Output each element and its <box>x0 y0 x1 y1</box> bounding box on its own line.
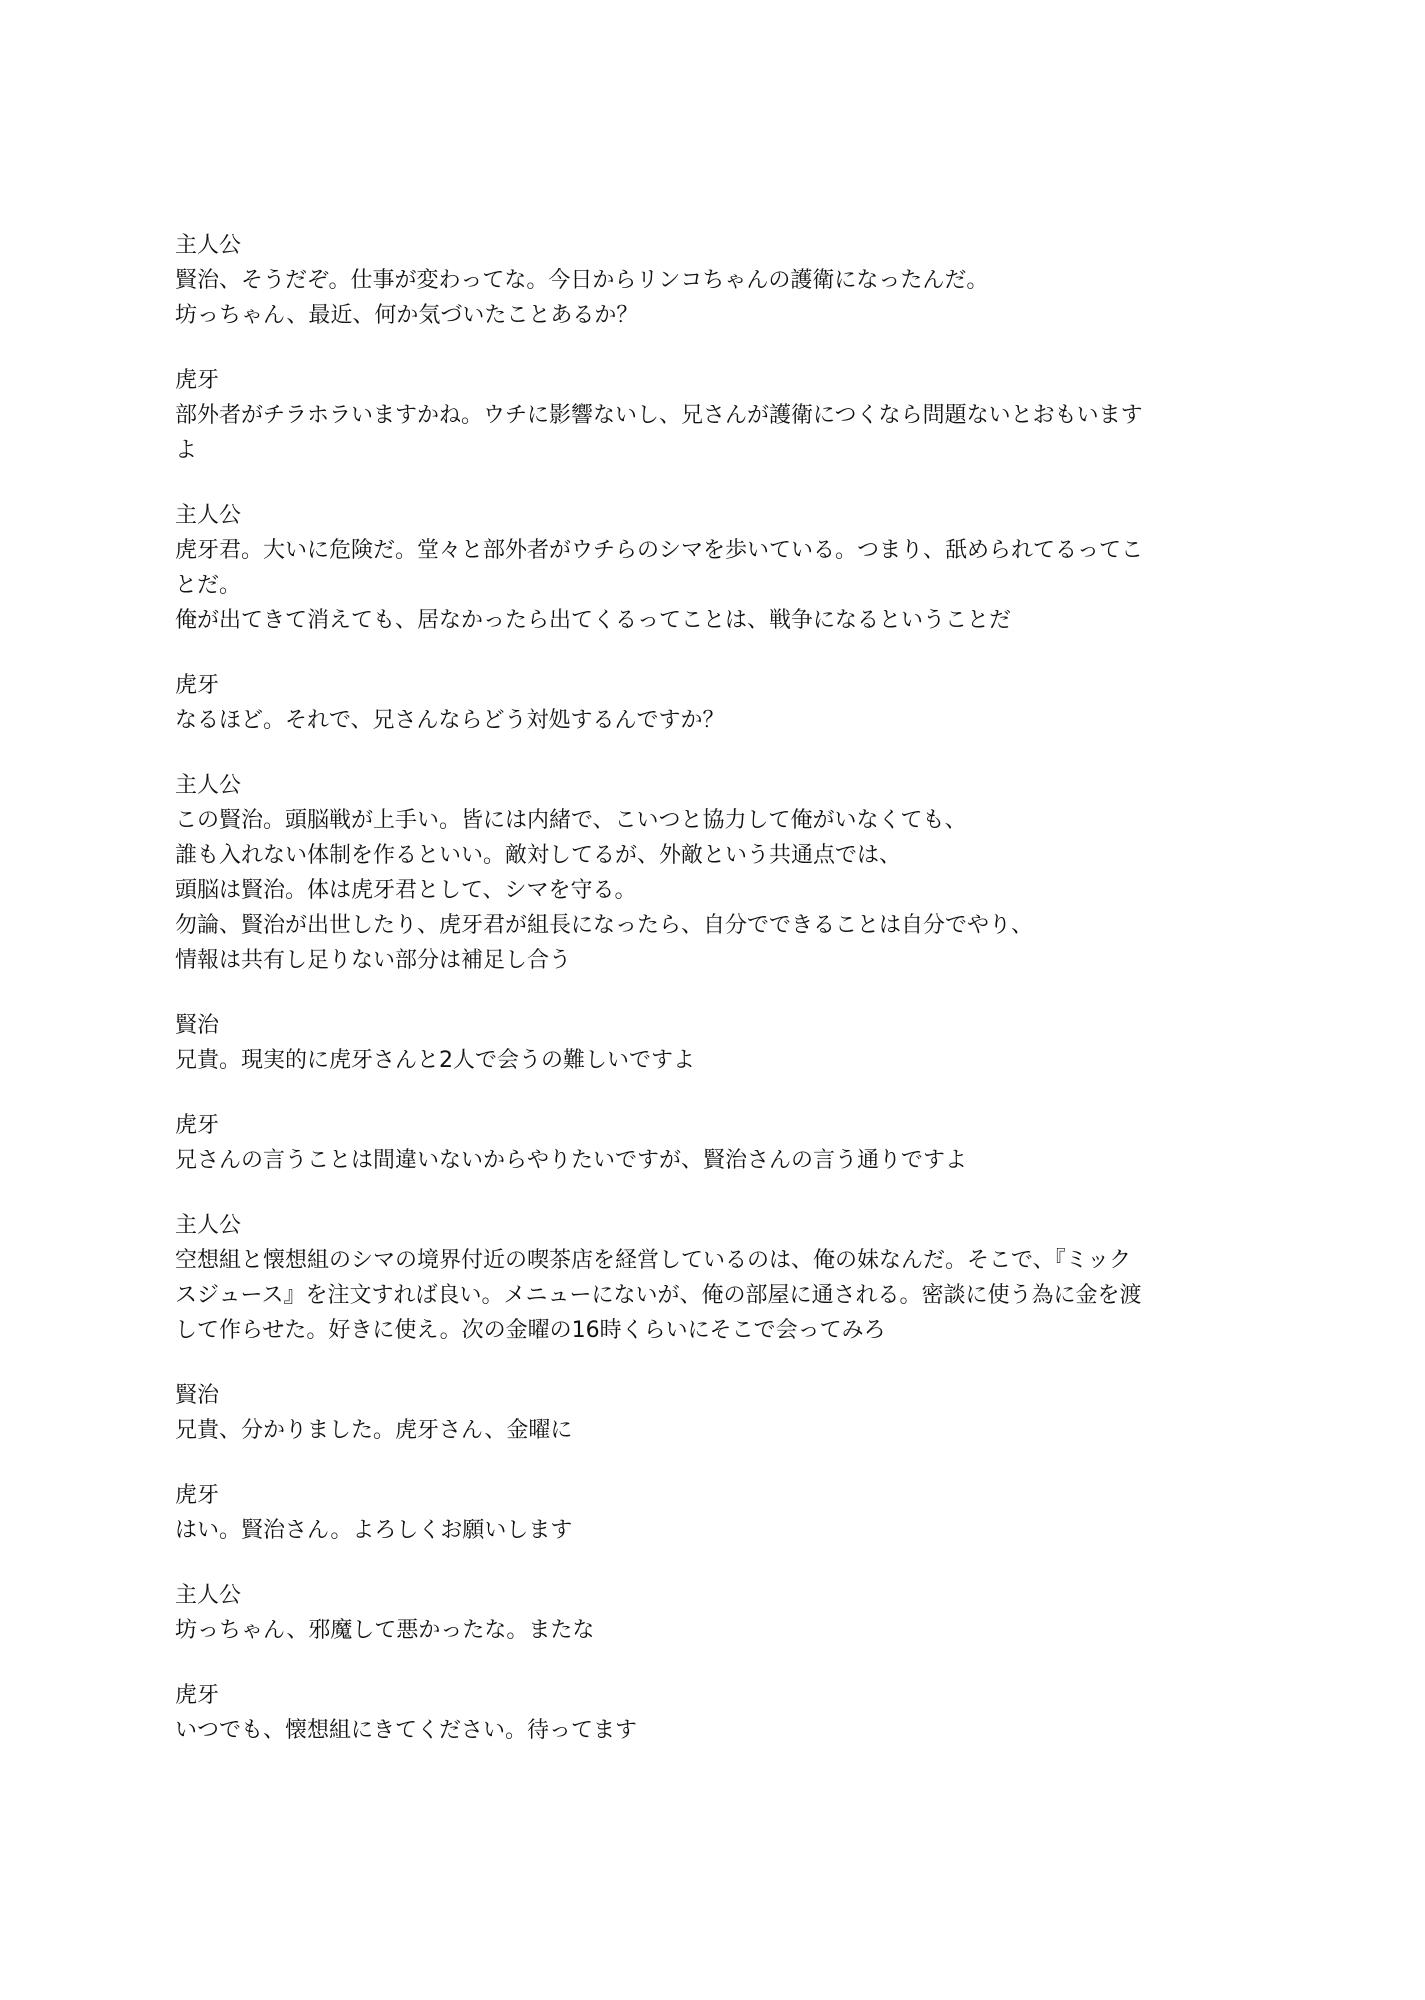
speaker-name: 主人公 <box>175 503 242 528</box>
dialogue-script <box>175 228 1285 1778</box>
dialogue-line: よ <box>175 438 198 463</box>
dialogue-line: 俺が出てきて消えても、居なかったら出てくるってことは、戦争になるということだ <box>175 608 1012 633</box>
dialogue-line: 賢治、そうだぞ。仕事が変わってな。今日からリンコちゃんの護衛になったんだ。 <box>175 268 989 293</box>
dialogue-line: 兄貴、分かりました。虎牙さん、金曜に <box>175 1418 573 1443</box>
speaker-name: 主人公 <box>175 233 242 258</box>
dialogue-block <box>175 1378 1285 1448</box>
dialogue-line: とだ。 <box>175 573 242 598</box>
speaker-name: 賢治 <box>175 1383 220 1408</box>
dialogue-block <box>175 1108 1285 1178</box>
dialogue-block <box>175 1208 1285 1348</box>
dialogue-line: 空想組と懐想組のシマの境界付近の喫茶店を経営しているのは、俺の妹なんだ。そこで、『ミック <box>175 1248 1132 1273</box>
dialogue-line: して作らせた。好きに使え。次の金曜の16時くらいにそこで会ってみろ <box>175 1318 886 1343</box>
dialogue-line: 坊っちゃん、邪魔して悪かったな。またな <box>175 1618 595 1643</box>
dialogue-line: 誰も入れない体制を作るといい。敵対してるが、外敵という共通点では、 <box>175 843 902 868</box>
dialogue-line: この賢治。頭脳戦が上手い。皆には内緒で、こいつと協力して俺がいなくても、 <box>175 808 967 833</box>
dialogue-line: 坊っちゃん、最近、何か気づいたことあるか？ <box>175 303 639 328</box>
dialogue-line: いつでも、懐想組にきてください。待ってます <box>175 1718 638 1743</box>
dialogue-line: スジュース』を注文すれば良い。メニューにないが、俺の部屋に通される。密談に使う為に金を渡 <box>175 1283 1142 1308</box>
dialogue-line: なるほど。それで、兄さんならどう対処するんですか？ <box>175 708 725 733</box>
speaker-name: 主人公 <box>175 1213 242 1238</box>
speaker-name: 虎牙 <box>175 1113 220 1138</box>
speaker-name: 虎牙 <box>175 1483 220 1508</box>
dialogue-block <box>175 668 1285 738</box>
dialogue-line: 虎牙君。大いに危険だ。堂々と部外者がウチらのシマを歩いている。つまり、舐められてるってこ <box>175 538 1144 563</box>
dialogue-block <box>175 1008 1285 1078</box>
dialogue-line: 部外者がチラホラいますかね。ウチに影響ないし、兄さんが護衛につくなら問題ないとおもいます <box>175 403 1143 428</box>
dialogue-line: 兄貴。現実的に虎牙さんと2人で会うの難しいですよ <box>175 1048 695 1073</box>
dialogue-block <box>175 1678 1285 1748</box>
dialogue-line: 兄さんの言うことは間違いないからやりたいですが、賢治さんの言う通りですよ <box>175 1148 968 1173</box>
dialogue-line: 情報は共有し足りない部分は補足し合う <box>175 948 572 973</box>
speaker-name: 主人公 <box>175 1583 242 1608</box>
speaker-name: 虎牙 <box>175 673 220 698</box>
dialogue-line: はい。賢治さん。よろしくお願いします <box>175 1518 573 1543</box>
speaker-name: 虎牙 <box>175 1683 220 1708</box>
dialogue-block <box>175 498 1285 638</box>
speaker-name: 虎牙 <box>175 368 220 393</box>
dialogue-block <box>175 228 1285 333</box>
speaker-name: 賢治 <box>175 1013 220 1038</box>
speaker-name: 主人公 <box>175 773 242 798</box>
dialogue-line: 頭脳は賢治。体は虎牙君として、シマを守る。 <box>175 878 637 903</box>
dialogue-block <box>175 768 1285 978</box>
dialogue-block <box>175 1578 1285 1648</box>
dialogue-line: 勿論、賢治が出世したり、虎牙君が組長になったら、自分でできることは自分でやり、 <box>175 913 1034 938</box>
dialogue-block <box>175 363 1285 468</box>
dialogue-block <box>175 1478 1285 1548</box>
